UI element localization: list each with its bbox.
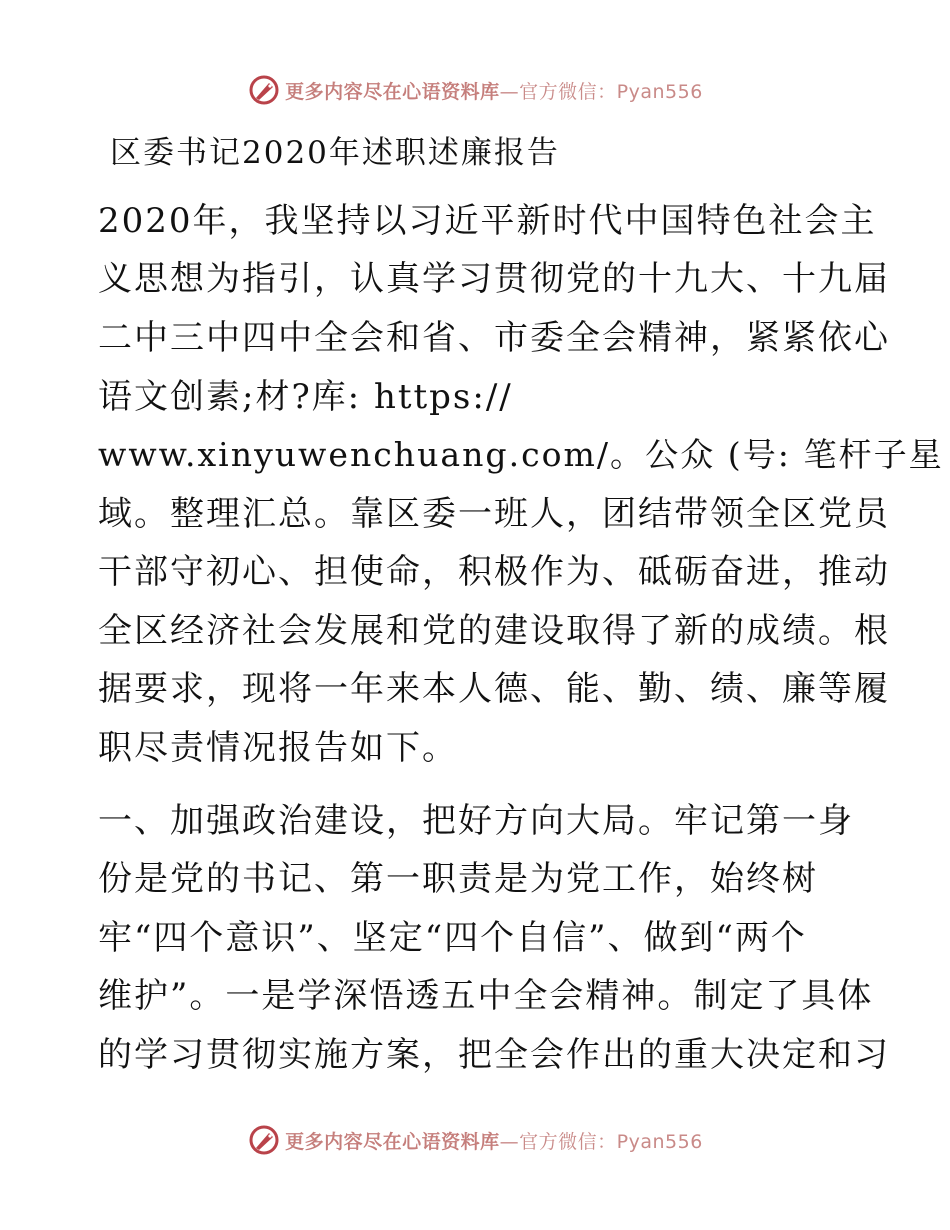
watermark-text — [285, 77, 703, 104]
text-line: 义思想为指引，认真学习贯彻党的十九大、十九届 — [98, 259, 890, 299]
pen-nib-circle-icon — [247, 1123, 281, 1157]
watermark-lead: 更多内容尽在心语资料库 — [285, 80, 500, 103]
watermark-text — [285, 1127, 703, 1154]
watermark-banner-top — [0, 70, 950, 110]
text-line: 域。整理汇总。靠区委一班人，团结带领全区党员 — [98, 494, 890, 534]
text-line: 语文创素;材?库: https:// — [98, 377, 513, 417]
watermark-tail: —官方微信：Pyan556 — [499, 1130, 703, 1153]
text-line: 牢“四个意识”、坚定“四个自信”、做到“两个 — [98, 918, 807, 958]
text-line: 一、加强政治建设，把好方向大局。牢记第一身 — [98, 801, 854, 841]
text-line: 职尽责情况报告如下。 — [98, 728, 458, 768]
text-line: 的学习贯彻实施方案，把全会作出的重大决定和习 — [98, 1035, 890, 1075]
text-line: 2020年，我坚持以习近平新时代中国特色社会主 — [98, 201, 877, 241]
watermark-banner-bottom — [0, 1120, 950, 1160]
text-line: 据要求，现将一年来本人德、能、勤、绩、廉等履 — [98, 669, 890, 709]
text-line: www.xinyuwenchuang.com/。公众 (号: 笔杆子星 — [98, 435, 944, 474]
document-title: 区委书记2020年述职述廉报告 — [110, 135, 560, 171]
text-line: 二中三中四中全会和省、市委全会精神，紧紧依心 — [98, 318, 890, 358]
watermark-lead: 更多内容尽在心语资料库 — [285, 1130, 500, 1153]
pen-nib-circle-icon — [247, 73, 281, 107]
text-line: 全区经济社会发展和党的建设取得了新的成绩。根 — [98, 611, 890, 651]
text-line: 维护”。一是学深悟透五中全会精神。制定了具体 — [98, 976, 874, 1016]
text-line: 份是党的书记、第一职责是为党工作，始终树 — [98, 859, 818, 899]
text-line: 干部守初心、担使命，积极作为、砥砺奋进，推动 — [98, 552, 890, 592]
watermark-tail: —官方微信：Pyan556 — [499, 80, 703, 103]
